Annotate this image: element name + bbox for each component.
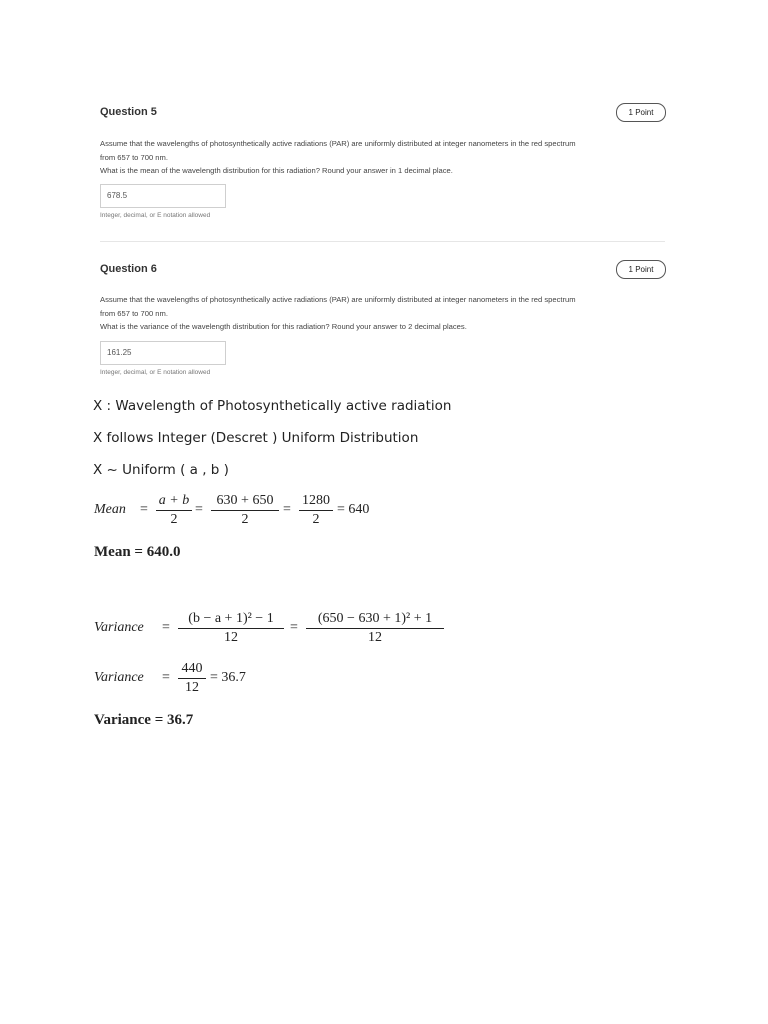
mean-lhs: Mean [94, 502, 126, 517]
equals-sign: = [195, 502, 203, 517]
equals-sign: = [140, 502, 148, 517]
question-6-answer-input[interactable]: 161.25 [100, 341, 226, 365]
question-6-text-line2: from 657 to 700 nm. [100, 308, 168, 318]
question-5-text-line3: What is the mean of the wavelength distribution for this radiation? Round your answer in 1 decimal place. [100, 166, 453, 175]
variance-equation-result: = 36.7 [210, 670, 246, 685]
fraction-numerator: (b − a + 1)² − 1 [188, 611, 274, 626]
fraction-numerator: 440 [181, 661, 203, 676]
variance-fraction-2 [306, 610, 444, 647]
fraction-denominator: 12 [185, 680, 199, 695]
mean-fraction-3 [299, 492, 333, 529]
question-5-answer-input[interactable]: 678.5 [100, 184, 226, 208]
variance-lhs: Variance [94, 670, 144, 685]
question-5-text-line2: from 657 to 700 nm. [100, 152, 168, 162]
mean-equation-result: = 640 [337, 502, 370, 517]
solution-uniform: X ~ Uniform ( a , b ) [93, 462, 229, 478]
solution-distribution: X follows Integer (Descret ) Uniform Distribution [93, 430, 419, 446]
fraction-numerator: a + b [158, 493, 190, 508]
question-5-title: Question 5 [100, 106, 157, 118]
question-6-text [100, 293, 665, 334]
fraction-denominator: 2 [170, 512, 178, 527]
mean-fraction-1 [156, 492, 192, 529]
question-6-text-line1: Assume that the wavelengths of photosynthetically active radiations (PAR) are uniformly distributed at integer nanometers in the red spectrum [100, 295, 576, 304]
question-6-text-line3: What is the variance of the wavelength distribution for this radiation? Round your answer to 2 decimal places. [100, 322, 467, 331]
fraction-denominator: 12 [368, 630, 382, 645]
fraction-numerator: 630 + 650 [216, 493, 274, 508]
question-divider [100, 241, 665, 242]
variance-fraction-1 [178, 610, 284, 647]
question-6-points-badge: 1 Point [616, 260, 666, 279]
question-5-text-line1: Assume that the wavelengths of photosynthetically active radiations (PAR) are uniformly distributed at integer nanometers in the red spectrum [100, 139, 576, 148]
equals-sign: = [290, 620, 298, 635]
question-6-title: Question 6 [100, 263, 157, 275]
solution-definition: X : Wavelength of Photosynthetically active radiation [93, 398, 452, 414]
variance-lhs: Variance [94, 620, 144, 635]
question-5-points-badge: 1 Point [616, 103, 666, 122]
variance-result: Variance = 36.7 [94, 712, 194, 728]
equals-sign: = [162, 670, 170, 685]
fraction-denominator: 12 [224, 630, 238, 645]
question-5-hint: Integer, decimal, or E notation allowed [100, 212, 211, 219]
fraction-numerator: 1280 [302, 493, 330, 508]
fraction-denominator: 2 [241, 512, 249, 527]
equals-sign: = [283, 502, 291, 517]
equals-sign: = [162, 620, 170, 635]
question-6-hint: Integer, decimal, or E notation allowed [100, 369, 211, 376]
variance-fraction-3 [178, 660, 206, 697]
fraction-numerator: (650 − 630 + 1)² + 1 [317, 611, 433, 626]
question-5-text [100, 137, 665, 178]
mean-result: Mean = 640.0 [94, 544, 181, 560]
mean-fraction-2 [211, 492, 279, 529]
fraction-denominator: 2 [312, 512, 320, 527]
